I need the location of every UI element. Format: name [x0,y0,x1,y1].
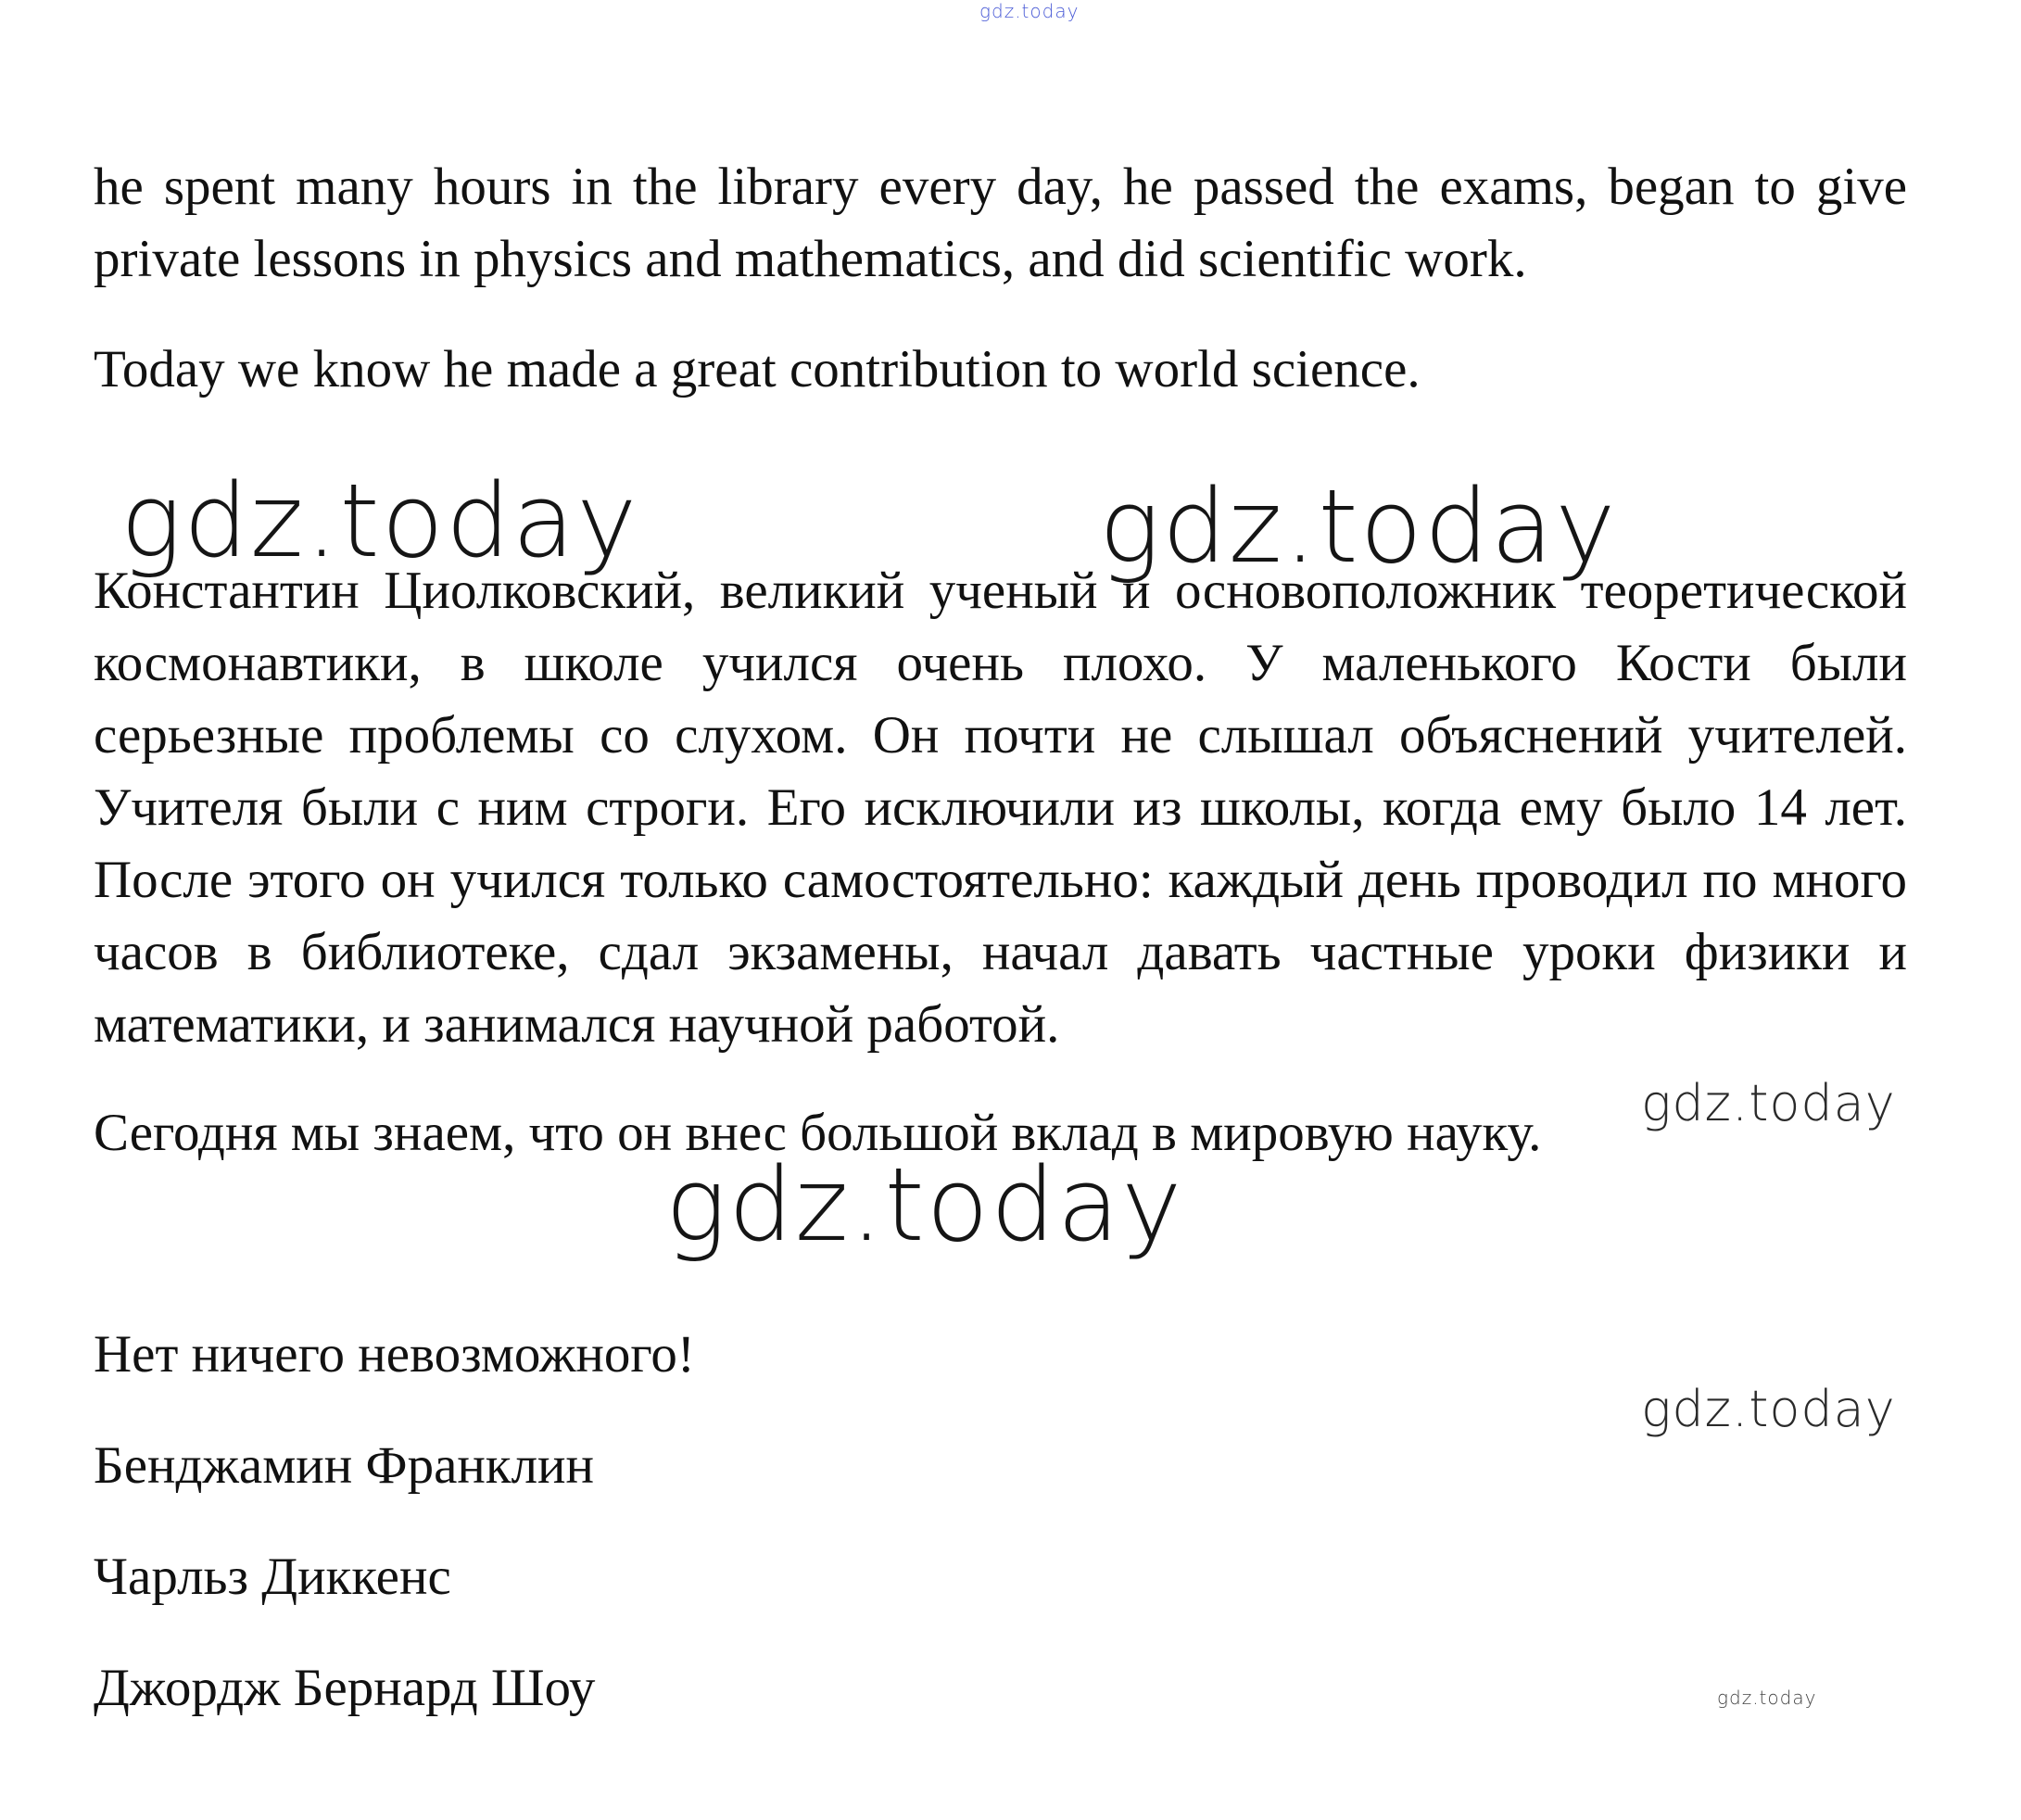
watermark-big-left: gdz.today [120,461,639,580]
list-item-3: Чарльз Диккенс [94,1548,451,1606]
list-item-1: Нет ничего невозможного! [94,1325,695,1384]
watermark-mid-right-1: gdz.today [1641,1074,1896,1132]
watermark-big-center: gdz.today [665,1145,1184,1264]
russian-paragraph-1: Константин Циолковский, великий ученый и основоположник теоретической космонавтики, в школе учился очень плохо. У маленького Кости были серьезные проблемы со слухом. Он почти не слышал объяснений учителей. Учителя были с ним строги. Его исключили из школы, когда ему было 14 лет. После этого он учился только самостоятельно: каждый день проводил по много часов в библиотеке, сдал экзамены, начал давать частные уроки физики и математики, и занимался научной работой. [94,562,1907,1054]
watermark-top: gdz.today [979,0,1080,22]
english-paragraph-1: he spent many hours in the library every day, he passed the exams, began to give private lessons in physics and mathematics, and did scientific work. [94,158,1907,288]
english-paragraph-2: Today we know he made a great contribution to world science. [94,340,1421,398]
watermark-big-right: gdz.today [1099,467,1618,586]
watermark-small-bottom: gdz.today [1717,1687,1817,1709]
list-item-2: Бенджамин Франклин [94,1436,595,1495]
list-item-4: Джордж Бернард Шоу [94,1659,596,1717]
watermark-mid-right-2: gdz.today [1641,1380,1896,1438]
russian-paragraph-2: Сегодня мы знаем, что он внес большой вклад в мировую науку. [94,1104,1542,1162]
